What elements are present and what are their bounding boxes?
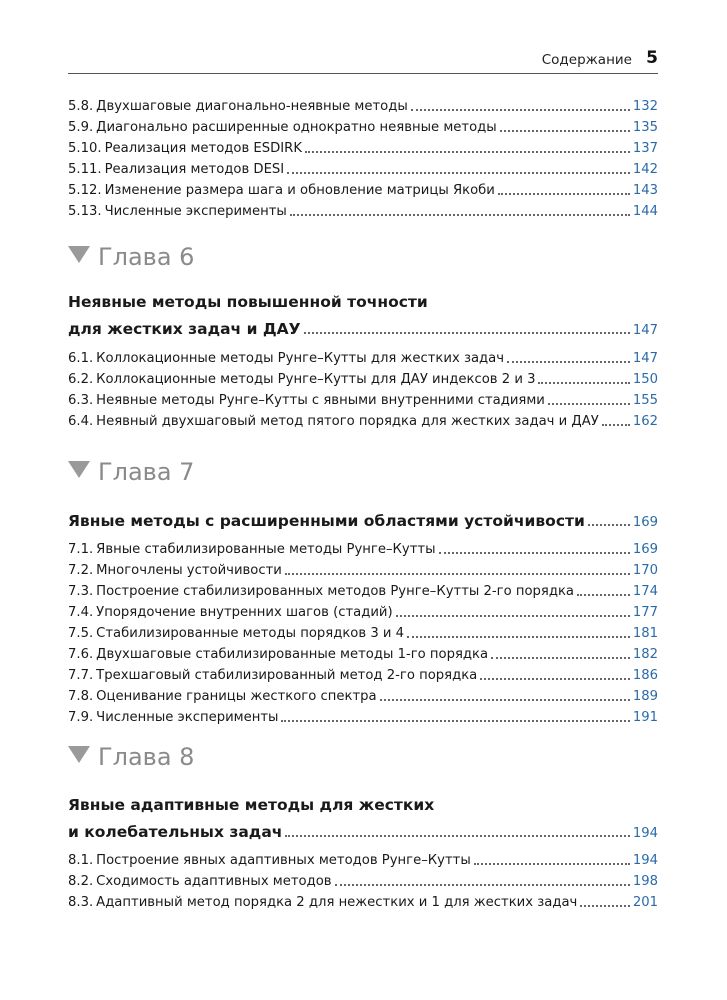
running-header: [68, 48, 658, 74]
toc-entry-title: Неявные методы Рунге–Кутты с явными внутренними стадиями: [96, 393, 545, 408]
toc-entry-number: 8.1.: [68, 853, 94, 868]
dot-leader: [577, 594, 630, 596]
toc-entry-title: Сходимость адаптивных методов: [96, 874, 332, 889]
toc-entry-title: Оценивание границы жесткого спектра: [96, 689, 377, 704]
toc-entry-page[interactable]: 143: [632, 183, 658, 198]
toc-entry-number: 7.8.: [68, 689, 94, 704]
toc-entry-7-1[interactable]: [68, 537, 658, 558]
toc-entry-7-5[interactable]: [68, 621, 658, 642]
toc-chapter-6: [68, 346, 658, 430]
toc-entry-7-8[interactable]: [68, 684, 658, 705]
toc-entry-title: Двухшаговые стабилизированные методы 1-го порядка: [96, 647, 489, 662]
toc-entry-page[interactable]: 162: [632, 414, 658, 429]
dot-leader: [588, 524, 630, 526]
part-title-line2: для жестких задач и ДАУ: [68, 320, 301, 338]
toc-entry-number: 7.9.: [68, 710, 94, 725]
dot-leader: [480, 678, 630, 680]
toc-entry-page[interactable]: 198: [632, 874, 658, 889]
toc-entry-5-12[interactable]: [68, 178, 658, 199]
toc-entry-title: Реализация методов DESI: [104, 162, 285, 177]
part-page[interactable]: 194: [632, 826, 658, 841]
dot-leader: [305, 151, 630, 153]
toc-entry-number: 7.4.: [68, 605, 94, 620]
toc-entry-5-9[interactable]: [68, 115, 658, 136]
toc-entry-title: Многочлены устойчивости: [96, 563, 282, 578]
toc-entry-page[interactable]: 169: [632, 542, 658, 557]
dot-leader: [580, 905, 630, 907]
toc-entry-title: Коллокационные методы Рунге–Кутты для жестких задач: [96, 351, 505, 366]
toc-entry-number: 5.13.: [68, 204, 102, 219]
toc-entry-number: 6.4.: [68, 414, 94, 429]
header-page-number: 5: [646, 48, 658, 68]
chapter-label: Глава 7: [98, 458, 195, 486]
dot-leader: [290, 214, 630, 216]
toc-chapter-7: [68, 537, 658, 726]
toc-entry-title: Неявный двухшаговый метод пятого порядка для жестких задач и ДАУ: [96, 414, 599, 429]
toc-entry-title: Стабилизированные методы порядков 3 и 4: [96, 626, 405, 641]
toc-entry-8-2[interactable]: [68, 869, 658, 890]
toc-entry-title: Явные стабилизированные методы Рунге–Кутты: [96, 542, 436, 557]
dot-leader: [285, 573, 630, 575]
toc-entry-number: 7.1.: [68, 542, 94, 557]
toc-entry-5-13[interactable]: [68, 199, 658, 220]
dot-leader: [507, 361, 630, 363]
toc-entry-title: Адаптивный метод порядка 2 для нежестких и 1 для жестких задач: [96, 895, 578, 910]
toc-entry-5-8[interactable]: [68, 94, 658, 115]
toc-entry-title: Трехшаговый стабилизированный метод 2-го порядка: [96, 668, 478, 683]
chapter-6-heading: [68, 243, 194, 273]
toc-entry-8-1[interactable]: [68, 848, 658, 869]
toc-entry-page[interactable]: 150: [632, 372, 658, 387]
chapter-8-part-title[interactable]: [68, 793, 658, 841]
toc-entry-number: 5.9.: [68, 120, 94, 135]
toc-entry-title: Реализация методов ESDIRK: [104, 141, 302, 156]
part-page[interactable]: 169: [632, 515, 658, 530]
dot-leader: [491, 657, 630, 659]
dot-leader: [335, 884, 630, 886]
toc-entry-number: 8.2.: [68, 874, 94, 889]
chapter-label: Глава 8: [98, 743, 195, 771]
dot-leader: [407, 636, 630, 638]
toc-entry-7-7[interactable]: [68, 663, 658, 684]
dot-leader: [285, 835, 629, 837]
dot-leader: [538, 382, 629, 384]
toc-entry-page[interactable]: 194: [632, 853, 658, 868]
toc-entry-title: Построение стабилизированных методов Рунге–Кутты 2-го порядка: [96, 584, 574, 599]
chapter-label: Глава 6: [98, 243, 195, 271]
toc-entry-number: 7.5.: [68, 626, 94, 641]
toc-entry-page[interactable]: 147: [632, 351, 658, 366]
chapter-triangle-icon: [68, 246, 90, 263]
toc-entry-number: 5.10.: [68, 141, 102, 156]
dot-leader: [411, 109, 630, 111]
chapter-triangle-icon: [68, 461, 90, 478]
toc-entry-5-11[interactable]: [68, 157, 658, 178]
toc-entry-8-3[interactable]: [68, 890, 658, 911]
toc-entry-number: 5.8.: [68, 99, 94, 114]
toc-chapter-8: [68, 848, 658, 911]
toc-entry-page[interactable]: 132: [632, 99, 658, 114]
toc-entry-number: 7.2.: [68, 563, 94, 578]
toc-entry-number: 7.3.: [68, 584, 94, 599]
toc-entry-number: 7.6.: [68, 647, 94, 662]
part-title: Явные методы с расширенными областями устойчивости: [68, 512, 585, 530]
toc-entry-page[interactable]: 181: [632, 626, 658, 641]
toc-entry-number: 7.7.: [68, 668, 94, 683]
toc-entry-7-6[interactable]: [68, 642, 658, 663]
toc-entry-page[interactable]: 170: [632, 563, 658, 578]
dot-leader: [602, 424, 630, 426]
toc-entry-7-9[interactable]: [68, 705, 658, 726]
toc-entry-page[interactable]: 135: [632, 120, 658, 135]
chapter-6-part-title[interactable]: [68, 290, 658, 338]
toc-entry-7-3[interactable]: [68, 579, 658, 600]
dot-leader: [474, 863, 630, 865]
toc-entry-page[interactable]: 189: [632, 689, 658, 704]
toc-entry-title: Численные эксперименты: [104, 204, 287, 219]
toc-entry-number: 5.12.: [68, 183, 102, 198]
toc-entry-page[interactable]: 186: [632, 668, 658, 683]
toc-entry-title: Построение явных адаптивных методов Рунге–Кутты: [96, 853, 471, 868]
toc-entry-page[interactable]: 182: [632, 647, 658, 662]
dot-leader: [287, 172, 630, 174]
toc-entry-6-1[interactable]: [68, 346, 658, 367]
part-title-line1: Неявные методы повышенной точности: [68, 293, 428, 311]
toc-entry-7-2[interactable]: [68, 558, 658, 579]
toc-entry-number: 6.3.: [68, 393, 94, 408]
toc-entry-number: 6.2.: [68, 372, 94, 387]
toc-entry-title: Численные эксперименты: [96, 710, 279, 725]
toc-entry-title: Двухшаговые диагонально-неявные методы: [96, 99, 408, 114]
dot-leader: [281, 720, 629, 722]
dot-leader: [380, 699, 630, 701]
toc-entry-title: Диагонально расширенные однократно неявные методы: [96, 120, 497, 135]
dot-leader: [396, 615, 630, 617]
toc-entry-6-4[interactable]: [68, 409, 658, 430]
part-title-line1: Явные адаптивные методы для жестких: [68, 796, 435, 814]
header-section-label: Содержание: [541, 52, 632, 68]
toc-entry-page[interactable]: 137: [632, 141, 658, 156]
toc-entry-title: Изменение размера шага и обновление матрицы Якоби: [104, 183, 495, 198]
toc-entry-5-10[interactable]: [68, 136, 658, 157]
toc-entry-page[interactable]: 155: [632, 393, 658, 408]
dot-leader: [500, 130, 630, 132]
toc-entry-number: 8.3.: [68, 895, 94, 910]
chapter-7-heading: [68, 458, 194, 488]
toc-entry-title: Коллокационные методы Рунге–Кутты для ДАУ индексов 2 и 3: [96, 372, 536, 387]
dot-leader: [439, 552, 630, 554]
part-title-line2: и колебательных задач: [68, 823, 283, 841]
dot-leader: [548, 403, 630, 405]
chapter-triangle-icon: [68, 746, 90, 763]
toc-entry-7-4[interactable]: [68, 600, 658, 621]
toc-entry-6-3[interactable]: [68, 388, 658, 409]
toc-chapter-5-continued: [68, 94, 658, 220]
toc-entry-6-2[interactable]: [68, 367, 658, 388]
toc-entry-page[interactable]: 191: [632, 710, 658, 725]
toc-entry-page[interactable]: 142: [632, 162, 658, 177]
toc-entry-title: Упорядочение внутренних шагов (стадий): [96, 605, 393, 620]
chapter-8-heading: [68, 743, 194, 773]
chapter-7-part-title[interactable]: [68, 506, 658, 530]
dot-leader: [498, 193, 630, 195]
part-page[interactable]: 147: [632, 323, 658, 338]
dot-leader: [304, 332, 630, 334]
header-divider: [68, 73, 658, 74]
toc-entry-page[interactable]: 177: [632, 605, 658, 620]
toc-entry-page[interactable]: 201: [632, 895, 658, 910]
toc-entry-page[interactable]: 174: [632, 584, 658, 599]
toc-entry-number: 5.11.: [68, 162, 102, 177]
toc-entry-page[interactable]: 144: [632, 204, 658, 219]
toc-entry-number: 6.1.: [68, 351, 94, 366]
